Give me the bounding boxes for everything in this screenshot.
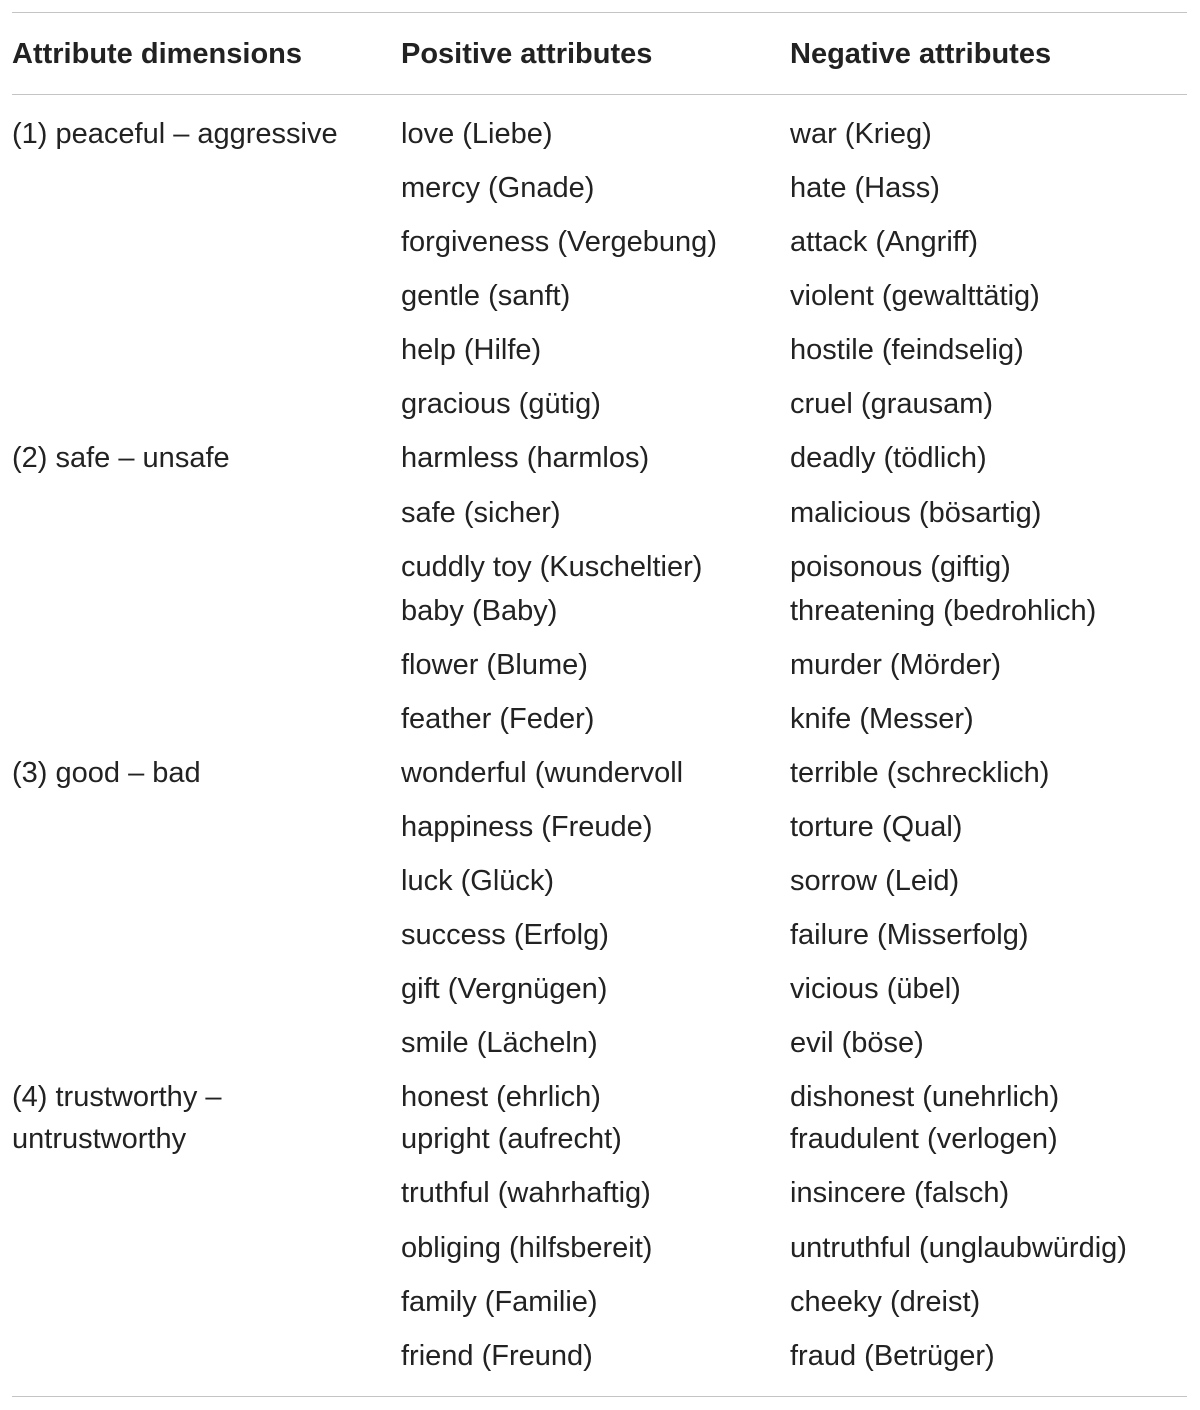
positive-cell: help (Hilfe): [401, 334, 542, 366]
negative-cell: vicious (übel): [790, 973, 961, 1005]
positive-cell: success (Erfolg): [401, 919, 609, 951]
header-rule: [12, 94, 1187, 95]
dimension-cell: (2) safe – unsafe: [12, 442, 230, 474]
negative-cell: malicious (bösartig): [790, 497, 1042, 529]
negative-cell: murder (Mörder): [790, 649, 1002, 681]
negative-cell: threatening (bedrohlich): [790, 595, 1097, 627]
positive-cell: gentle (sanft): [401, 280, 571, 312]
positive-cell: mercy (Gnade): [401, 172, 595, 204]
negative-cell: fraud (Betrüger): [790, 1340, 995, 1372]
positive-cell: upright (aufrecht): [401, 1123, 622, 1155]
positive-cell: harmless (harmlos): [401, 442, 650, 474]
negative-cell: dishonest (unehrlich): [790, 1081, 1060, 1113]
negative-cell: terrible (schrecklich): [790, 757, 1050, 789]
positive-cell: safe (sicher): [401, 497, 561, 529]
negative-cell: untruthful (unglaubwürdig): [790, 1232, 1127, 1264]
negative-cell: war (Krieg): [790, 118, 932, 150]
table-bottom-rule: [12, 1396, 1187, 1397]
negative-cell: cruel (grausam): [790, 388, 994, 420]
header-positive-attributes: Positive attributes: [401, 38, 653, 70]
negative-cell: attack (Angriff): [790, 226, 979, 258]
header-attribute-dimensions: Attribute dimensions: [12, 38, 303, 70]
negative-cell: poisonous (giftig): [790, 551, 1011, 583]
positive-cell: gracious (gütig): [401, 388, 601, 420]
negative-cell: cheeky (dreist): [790, 1286, 981, 1318]
negative-cell: torture (Qual): [790, 811, 963, 843]
negative-cell: evil (böse): [790, 1027, 924, 1059]
header-negative-attributes: Negative attributes: [790, 38, 1052, 70]
positive-cell: luck (Glück): [401, 865, 555, 897]
dimension-cell: (1) peaceful – aggressive: [12, 118, 338, 150]
positive-cell: flower (Blume): [401, 649, 588, 681]
positive-cell: family (Familie): [401, 1286, 598, 1318]
dimension-cell: untrustworthy: [12, 1123, 187, 1155]
table-top-rule: [12, 12, 1187, 13]
negative-cell: deadly (tödlich): [790, 442, 987, 474]
dimension-cell: (3) good – bad: [12, 757, 201, 789]
positive-cell: truthful (wahrhaftig): [401, 1177, 651, 1209]
positive-cell: cuddly toy (Kuscheltier): [401, 551, 703, 583]
positive-cell: friend (Freund): [401, 1340, 593, 1372]
positive-cell: love (Liebe): [401, 118, 553, 150]
negative-cell: fraudulent (verlogen): [790, 1123, 1058, 1155]
positive-cell: baby (Baby): [401, 595, 558, 627]
negative-cell: hostile (feindselig): [790, 334, 1024, 366]
positive-cell: smile (Lächeln): [401, 1027, 598, 1059]
positive-cell: happiness (Freude): [401, 811, 653, 843]
positive-cell: honest (ehrlich): [401, 1081, 601, 1113]
negative-cell: hate (Hass): [790, 172, 940, 204]
positive-cell: wonderful (wundervoll: [401, 757, 684, 789]
positive-cell: forgiveness (Vergebung): [401, 226, 717, 258]
negative-cell: knife (Messer): [790, 703, 974, 735]
dimension-cell: (4) trustworthy –: [12, 1081, 222, 1113]
positive-cell: feather (Feder): [401, 703, 595, 735]
negative-cell: violent (gewalttätig): [790, 280, 1040, 312]
positive-cell: obliging (hilfsbereit): [401, 1232, 653, 1264]
negative-cell: failure (Misserfolg): [790, 919, 1029, 951]
negative-cell: insincere (falsch): [790, 1177, 1010, 1209]
negative-cell: sorrow (Leid): [790, 865, 960, 897]
positive-cell: gift (Vergnügen): [401, 973, 608, 1005]
